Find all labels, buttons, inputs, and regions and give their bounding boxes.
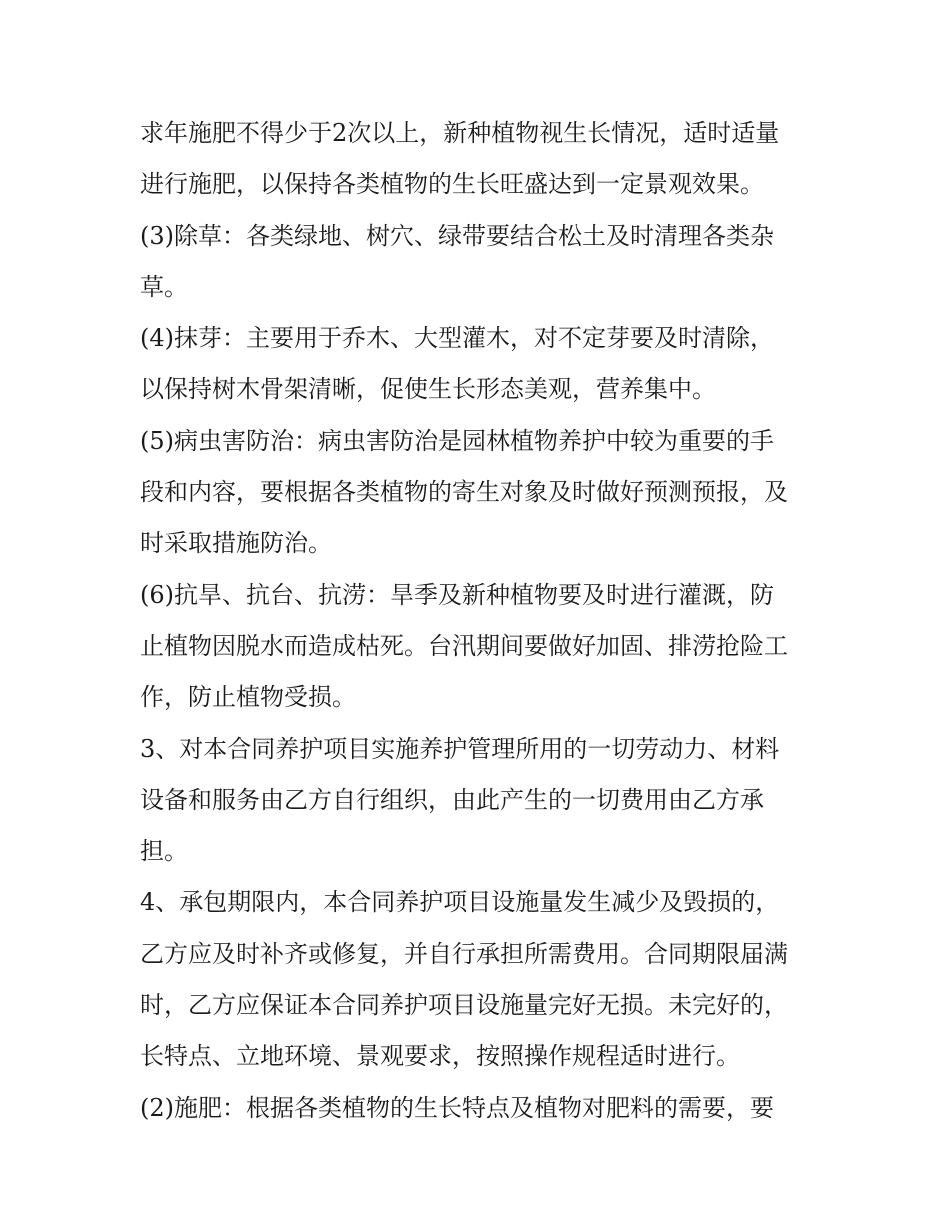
text-line: 止植物因脱水而造成枯死。台汛期间要做好加固、排涝抢险工: [140, 631, 788, 660]
text-line: 设备和服务由乙方自行组织，由此产生的一切费用由乙方承: [140, 785, 764, 814]
text-line: 长特点、立地环境、景观要求，按照操作规程适时进行。: [140, 1042, 740, 1071]
text-line: 段和内容，要根据各类植物的寄生对象及时做好预测预报，及: [140, 478, 788, 507]
text-line: (3)除草：各类绿地、树穴、绿带要结合松土及时清理各类杂: [140, 221, 774, 250]
text-line: 3、对本合同养护项目实施养护管理所用的一切劳动力、材料: [140, 734, 780, 763]
text-line: 求年施肥不得少于2次以上，新种植物视生长情况，适时适量: [140, 119, 780, 147]
text-line: (5)病虫害防治：病虫害防治是园林植物养护中较为重要的手: [140, 426, 774, 455]
text-line: 作，防止植物受损。: [140, 683, 356, 712]
text-line: 以保持树木骨架清晰，促使生长形态美观，营养集中。: [140, 375, 716, 404]
text-line: 草。: [140, 272, 188, 301]
text-line: 乙方应及时补齐或修复，并自行承担所需费用。合同期限届满: [140, 939, 788, 968]
document-body: [140, 108, 830, 1134]
text-line: (6)抗旱、抗台、抗涝：旱季及新种植物要及时进行灌溉，防: [140, 580, 774, 609]
text-line: 进行施肥，以保持各类植物的生长旺盛达到一定景观效果。: [140, 170, 764, 199]
text-line: 时，乙方应保证本合同养护项目设施量完好无损。未完好的，: [140, 991, 788, 1020]
text-line: 担。: [140, 837, 188, 866]
text-line: (4)抹芽：主要用于乔木、大型灌木，对不定芽要及时清除，: [140, 324, 774, 353]
text-line: 4、承包期限内，本合同养护项目设施量发生减少及毁损的，: [140, 888, 780, 917]
text-line: 时采取措施防治。: [140, 529, 332, 558]
text-line: (2)施肥：根据各类植物的生长特点及植物对肥料的需要，要: [140, 1093, 774, 1122]
